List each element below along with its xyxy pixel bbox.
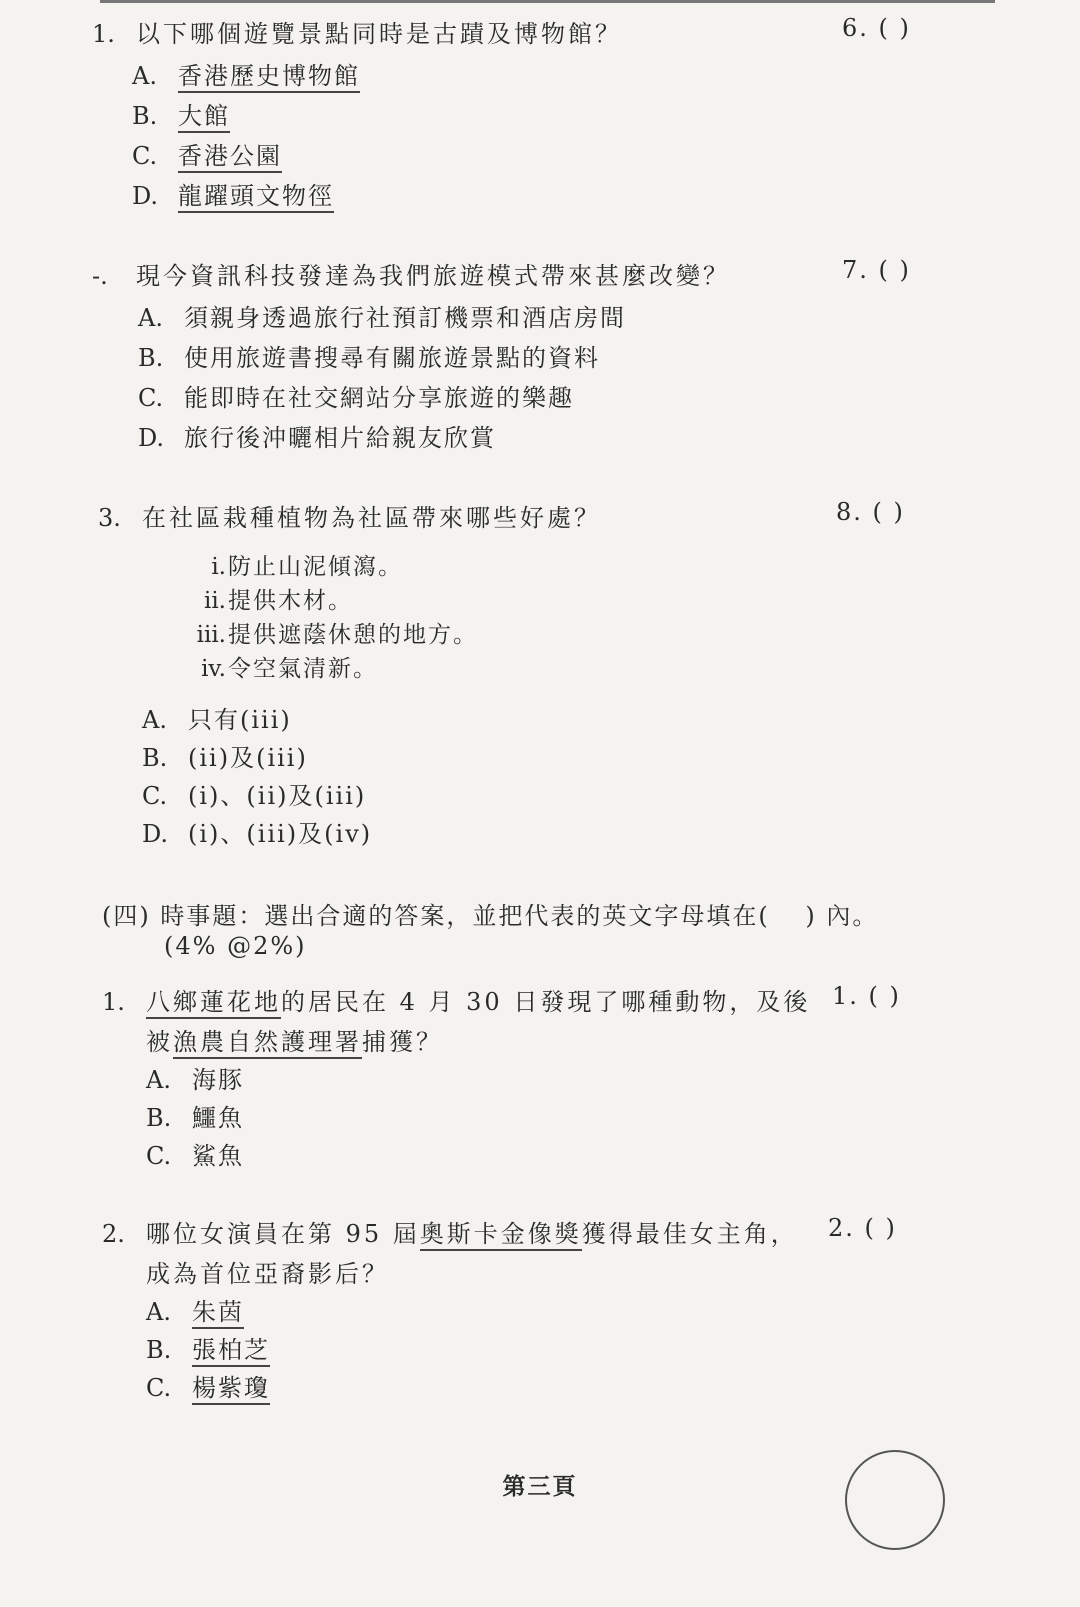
option-a: A. 海豚 <box>146 1066 244 1094</box>
statement-iii: iii.提供遮蔭休憩的地方。 <box>196 622 478 648</box>
option-text: (ii)及(iii) <box>188 744 308 772</box>
option-a: A. 朱茵 <box>146 1292 244 1327</box>
option-c: C. 楊紫瓊 <box>146 1368 270 1403</box>
option-b: B. 鱷魚 <box>146 1104 244 1132</box>
question-number: 1. <box>102 988 125 1016</box>
option-b: B. 大館 <box>132 96 230 131</box>
top-border-line <box>100 0 995 3</box>
option-text: 能即時在社交網站分享旅遊的樂趣 <box>184 384 574 412</box>
option-b: B. 使用旅遊書搜尋有關旅遊景點的資料 <box>138 344 600 372</box>
option-b: B. 張柏芝 <box>146 1330 270 1365</box>
question-number: 2. <box>102 1220 125 1248</box>
option-a: A. 須親身透過旅行社預訂機票和酒店房間 <box>138 304 626 332</box>
option-text: 使用旅遊書搜尋有關旅遊景點的資料 <box>184 344 600 372</box>
answer-box-8[interactable]: 8. ( ) <box>836 498 905 526</box>
award-name: 奧斯卡金像獎 <box>420 1220 582 1251</box>
option-text: 張柏芝 <box>192 1336 270 1367</box>
answer-box-1[interactable]: 1. ( ) <box>832 982 901 1010</box>
option-d: D. (i)、(iii)及(iv) <box>142 820 373 848</box>
option-c: C. 香港公園 <box>132 136 282 171</box>
statement-i: i.防止山泥傾瀉。 <box>211 554 403 580</box>
question-stem: 現今資訊科技發達為我們旅遊模式帶來甚麼改變？ <box>136 262 730 290</box>
statement-iv: iv.令空氣清新。 <box>201 656 378 682</box>
place-name: 八鄉蓮花地 <box>146 988 281 1019</box>
option-text: 香港歷史博物館 <box>178 62 360 93</box>
option-text: (i)、(iii)及(iv) <box>188 820 373 848</box>
answer-box-7[interactable]: 7. ( ) <box>842 256 911 284</box>
question-1 <box>92 14 622 49</box>
option-c: C. 能即時在社交網站分享旅遊的樂趣 <box>138 384 574 412</box>
question-2 <box>92 256 730 291</box>
option-text: 只有(iii) <box>188 706 292 734</box>
option-text: 旅行後沖曬相片給親友欣賞 <box>184 424 496 452</box>
option-d: D. 旅行後沖曬相片給親友欣賞 <box>138 424 496 452</box>
option-a: A. 只有(iii) <box>142 706 292 734</box>
question-stem: 在社區栽種植物為社區帶來哪些好處？ <box>142 504 601 532</box>
section-marks: (4% @2%) <box>164 932 307 960</box>
option-text: 香港公園 <box>178 142 282 173</box>
option-text: 鱷魚 <box>192 1104 244 1132</box>
answer-box-6[interactable]: 6. ( ) <box>842 14 911 42</box>
question-3 <box>98 498 601 533</box>
answer-box-2[interactable]: 2. ( ) <box>828 1214 897 1242</box>
current-question-1-line2: 被漁農自然護理署捕獲？ <box>146 1022 443 1057</box>
statement-ii: ii.提供木材。 <box>203 588 353 614</box>
question-number: 3. <box>98 504 121 532</box>
section-heading: (四) 時事題：選出合適的答案，並把代表的英文字母填在( ) 內。 <box>102 902 879 930</box>
option-text: 朱茵 <box>192 1298 244 1329</box>
option-text: 大館 <box>178 102 230 133</box>
option-text: 龍躍頭文物徑 <box>178 182 334 213</box>
current-question-2: 2. 哪位女演員在第 95 屆奧斯卡金像獎獲得最佳女主角， <box>102 1214 798 1249</box>
option-text: 鯊魚 <box>192 1142 244 1170</box>
question-number: 1. <box>92 20 115 48</box>
page-number: 第三頁 <box>502 1473 578 1500</box>
option-a: A. 香港歷史博物館 <box>132 56 360 91</box>
department-name: 漁農自然護理署 <box>173 1028 362 1059</box>
option-text: (i)、(ii)及(iii) <box>188 782 367 810</box>
current-question-1: 1. 八鄉蓮花地的居民在 4 月 30 日發現了哪種動物，及後 <box>102 982 810 1017</box>
option-b: B. (ii)及(iii) <box>142 744 308 772</box>
option-d: D. 龍躍頭文物徑 <box>132 176 334 211</box>
option-text: 海豚 <box>192 1066 244 1094</box>
question-number: -. <box>92 262 108 290</box>
score-circle <box>845 1450 945 1550</box>
question-stem: 以下哪個遊覽景點同時是古蹟及博物館？ <box>136 20 622 48</box>
option-c: C. 鯊魚 <box>146 1142 244 1170</box>
option-text: 楊紫瓊 <box>192 1374 270 1405</box>
option-text: 須親身透過旅行社預訂機票和酒店房間 <box>184 304 626 332</box>
option-c: C. (i)、(ii)及(iii) <box>142 782 367 810</box>
current-question-2-line2: 成為首位亞裔影后？ <box>146 1260 389 1288</box>
